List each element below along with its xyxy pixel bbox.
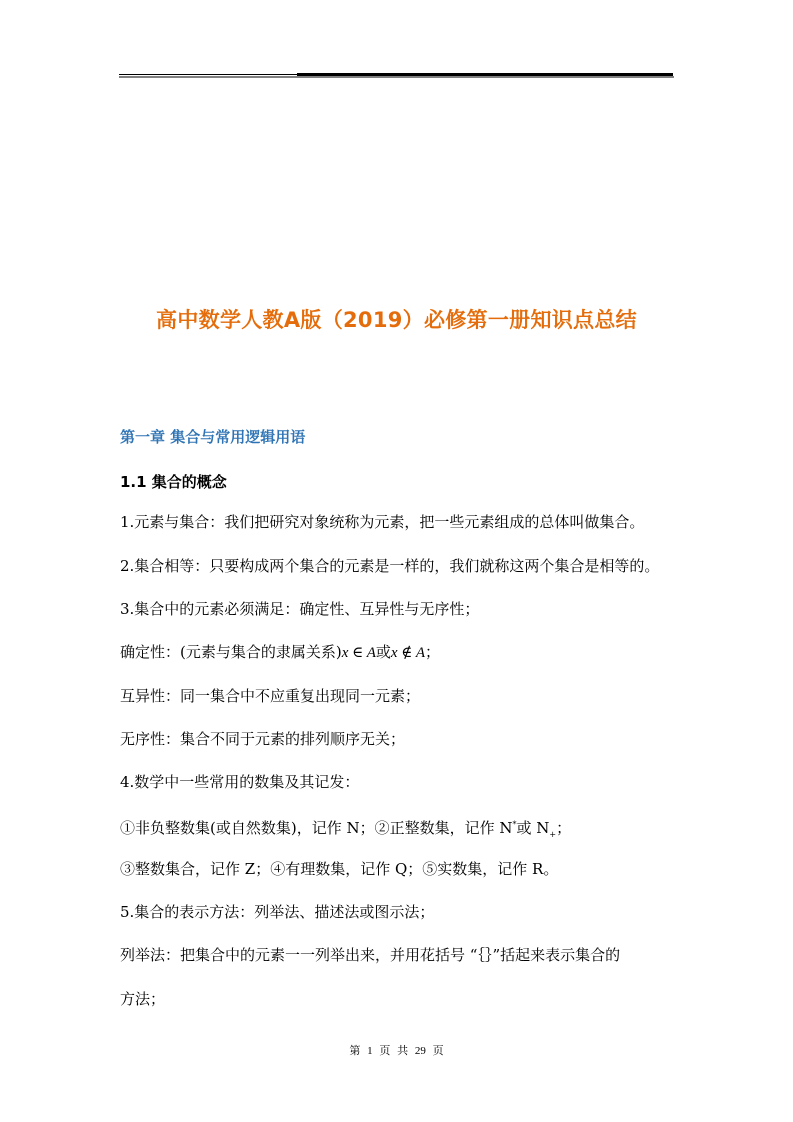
determinacy-suffix: ；	[425, 643, 441, 661]
header-rule-thin-line	[119, 74, 297, 75]
paragraph-enumeration-method-cont: 方法；	[120, 990, 166, 1008]
paragraph-determinacy	[120, 642, 680, 663]
math-x-not-in-a: x ∉ A	[390, 645, 426, 661]
paragraph-representation-methods: 5.集合的表示方法：列举法、描述法或图示法；	[120, 903, 435, 921]
or-word: 或	[375, 643, 391, 661]
determinacy-prefix: 确定性：(元素与集合的隶属关系)	[120, 643, 342, 661]
superscript-star: *	[512, 820, 517, 829]
paragraph-number-sets-2: ③整数集合，记作 Z；④有理数集，记作 Q；⑤实数集，记作 R。	[120, 860, 559, 878]
header-rule-gray-line	[119, 76, 674, 78]
paragraph-set-properties: 3.集合中的元素必须满足：确定性、互异性与无序性；	[120, 600, 480, 618]
page-footer: 第 1 页 共 29 页	[349, 1045, 444, 1057]
chapter-heading: 第一章 集合与常用逻辑用语	[120, 428, 306, 446]
paragraph-element-and-set: 1.元素与集合：我们把研究对象统称为元素，把一些元素组成的总体叫做集合。	[120, 513, 645, 531]
section-heading: 1.1 集合的概念	[120, 473, 227, 491]
math-x-in-a: x ∈ A	[341, 645, 376, 661]
number-sets-text-3: ；	[556, 819, 572, 837]
paragraph-enumeration-method: 列举法：把集合中的元素一一列举出来，并用花括号 “｛｝”括起来表示集合的	[120, 946, 621, 964]
paragraph-unordered: 无序性：集合不同于元素的排列顺序无关；	[120, 730, 406, 748]
subscript-plus: +	[549, 830, 557, 839]
paragraph-number-sets-intro: 4.数学中一些常用的数集及其记发：	[120, 773, 360, 791]
number-sets-text-2: 或 N	[516, 819, 550, 837]
paragraph-number-sets-1	[120, 815, 680, 845]
paragraph-set-equality: 2.集合相等：只要构成两个集合的元素是一样的，我们就称这两个集合是相等的。	[120, 557, 660, 575]
number-sets-text-1: ①非负整数集(或自然数集)，记作 N；②正整数集，记作 N	[120, 819, 513, 837]
header-rule	[119, 72, 674, 80]
paragraph-distinctness: 互异性：同一集合中不应重复出现同一元素；	[120, 687, 421, 705]
document-title: 高中数学人教A版（2019）必修第一册知识点总结	[156, 308, 637, 332]
